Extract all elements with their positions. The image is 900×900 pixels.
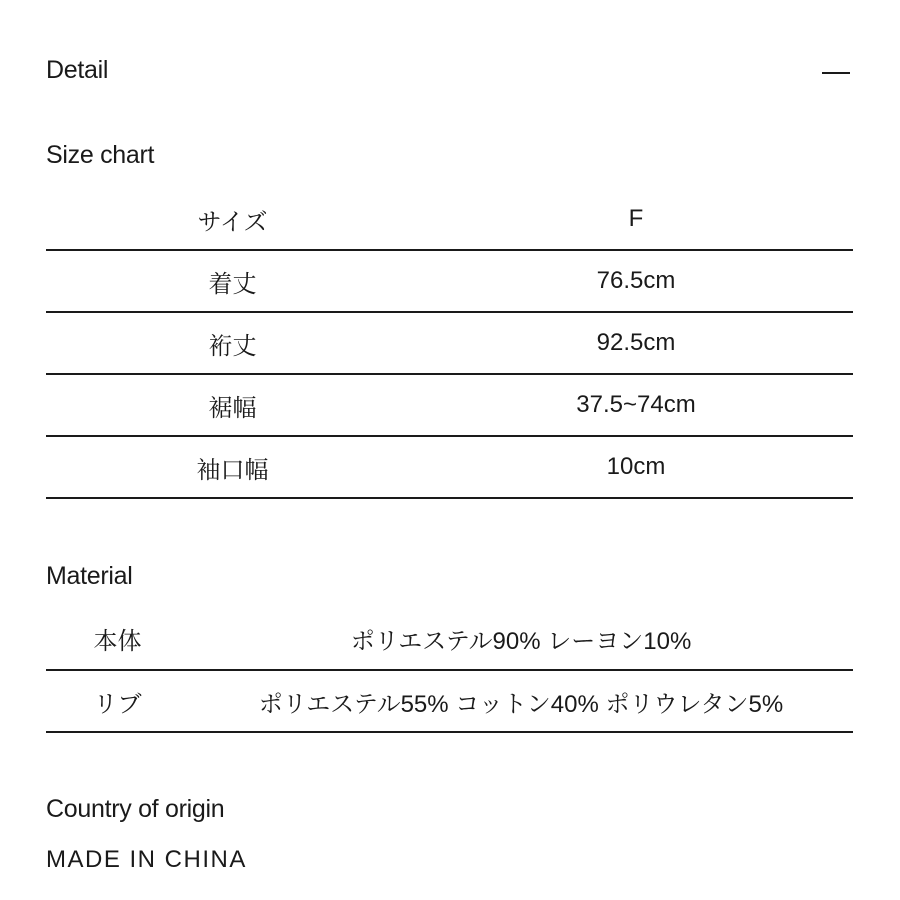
table-row <box>46 436 853 498</box>
size-row-label: 着丈 <box>46 250 419 312</box>
table-row <box>46 670 853 732</box>
table-row <box>46 608 853 670</box>
size-header-label: サイズ <box>46 189 419 250</box>
size-row-label: 裾幅 <box>46 374 419 436</box>
size-row-value: 37.5~74cm <box>419 374 853 436</box>
material-table <box>46 608 853 733</box>
size-chart-heading: Size chart <box>46 141 155 169</box>
material-row-value: ポリエステル90% レーヨン10% <box>189 608 853 670</box>
material-heading: Material <box>46 562 133 590</box>
size-row-label: 袖口幅 <box>46 436 419 498</box>
country-value: MADE IN CHINA <box>46 846 247 873</box>
size-chart-header-row <box>46 189 853 250</box>
table-row <box>46 312 853 374</box>
size-row-value: 92.5cm <box>419 312 853 374</box>
size-chart-table <box>46 189 853 499</box>
size-row-value: 76.5cm <box>419 250 853 312</box>
material-row-label: リブ <box>46 670 189 732</box>
table-row <box>46 374 853 436</box>
country-heading: Country of origin <box>46 795 225 823</box>
material-row-label: 本体 <box>46 608 189 670</box>
detail-heading: Detail <box>46 56 109 84</box>
size-header-value: F <box>419 189 853 250</box>
table-row <box>46 250 853 312</box>
minus-icon[interactable] <box>822 72 850 74</box>
size-row-label: 裄丈 <box>46 312 419 374</box>
material-row-value: ポリエステル55% コットン40% ポリウレタン5% <box>189 670 853 732</box>
size-row-value: 10cm <box>419 436 853 498</box>
